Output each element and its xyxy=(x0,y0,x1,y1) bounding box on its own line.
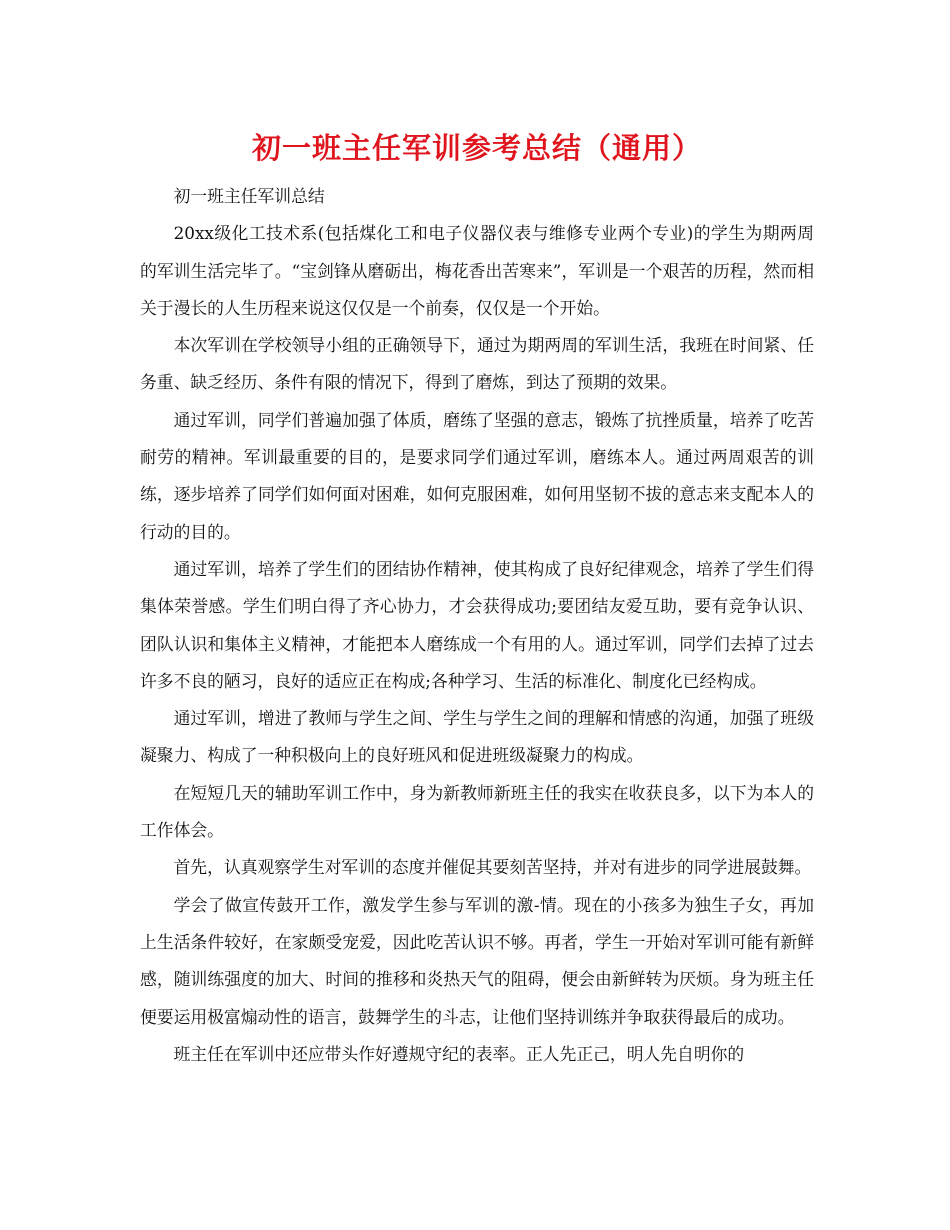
body-paragraph: 班主任在军训中还应带头作好遵规守纪的表率。正人先正己，明人先自明你的 xyxy=(173,1043,745,1064)
document-body xyxy=(140,178,814,1073)
body-paragraph: 在短短几天的辅助军训工作中，身为新教师新班主任的我实在收获良多，以下为本人的工作体会。 xyxy=(140,782,814,841)
body-paragraph: 学会了做宣传鼓开工作，激发学生参与军训的激-情。现在的小孩多为独生子女，再加上生活条件较好，在家颇受宠爱，因此吃苦认识不够。再者，学生一开始对军训可能有新鲜感，随训练强度的加大、时间的推移和炎热天气的阻碍，便会由新鲜转为厌烦。身为班主任便要运用极富煽动性的语言，鼓舞学生的斗志，让他们坚持训练并争取获得最后的成功。 xyxy=(140,894,814,1027)
body-paragraph: 20xx级化工技术系(包括煤化工和电子仪器仪表与维修专业两个专业)的学生为期两周的军训生活完毕了。“宝剑锋从磨砺出，梅花香出苦寒来”，军训是一个艰苦的历程，然而相关于漫长的人生历程来说这仅仅是一个前奏，仅仅是一个开始。 xyxy=(140,223,814,318)
body-paragraph: 通过军训，培养了学生们的团结协作精神，使其构成了良好纪律观念，培养了学生们得集体荣誉感。学生们明白得了齐心协力，才会获得成功;要团结友爱互助，要有竞争认识、团队认识和集体主义精神，才能把本人磨练成一个有用的人。通过军训，同学们去掉了过去许多不良的陋习，良好的适应正在构成;各种学习、生活的标准化、制度化已经构成。 xyxy=(140,558,814,691)
body-paragraph: 首先，认真观察学生对军训的态度并催促其要刻苦坚持，并对有进步的同学进展鼓舞。 xyxy=(173,857,812,878)
document-page xyxy=(140,118,814,1073)
subtitle-paragraph: 初一班主任军训总结 xyxy=(173,186,325,206)
body-paragraph: 通过军训，同学们普遍加强了体质，磨练了坚强的意志，锻炼了抗挫质量，培养了吃苦耐劳的精神。军训最重要的目的，是要求同学们通过军训，磨练本人。通过两周艰苦的训练，逐步培养了同学们如何面对困难，如何克服困难，如何用坚韧不拔的意志来支配本人的行动的目的。 xyxy=(140,409,814,542)
body-paragraph: 通过军训，增进了教师与学生之间、学生与学生之间的理解和情感的沟通，加强了班级凝聚力、构成了一种积极向上的良好班风和促进班级凝聚力的构成。 xyxy=(140,708,814,766)
body-paragraph: 本次军训在学校领导小组的正确领导下，通过为期两周的军训生活，我班在时间紧、任务重、缺乏经历、条件有限的情况下，得到了磨炼，到达了预期的效果。 xyxy=(140,335,814,393)
document-title: 初一班主任军训参考总结（通用） xyxy=(251,131,702,165)
